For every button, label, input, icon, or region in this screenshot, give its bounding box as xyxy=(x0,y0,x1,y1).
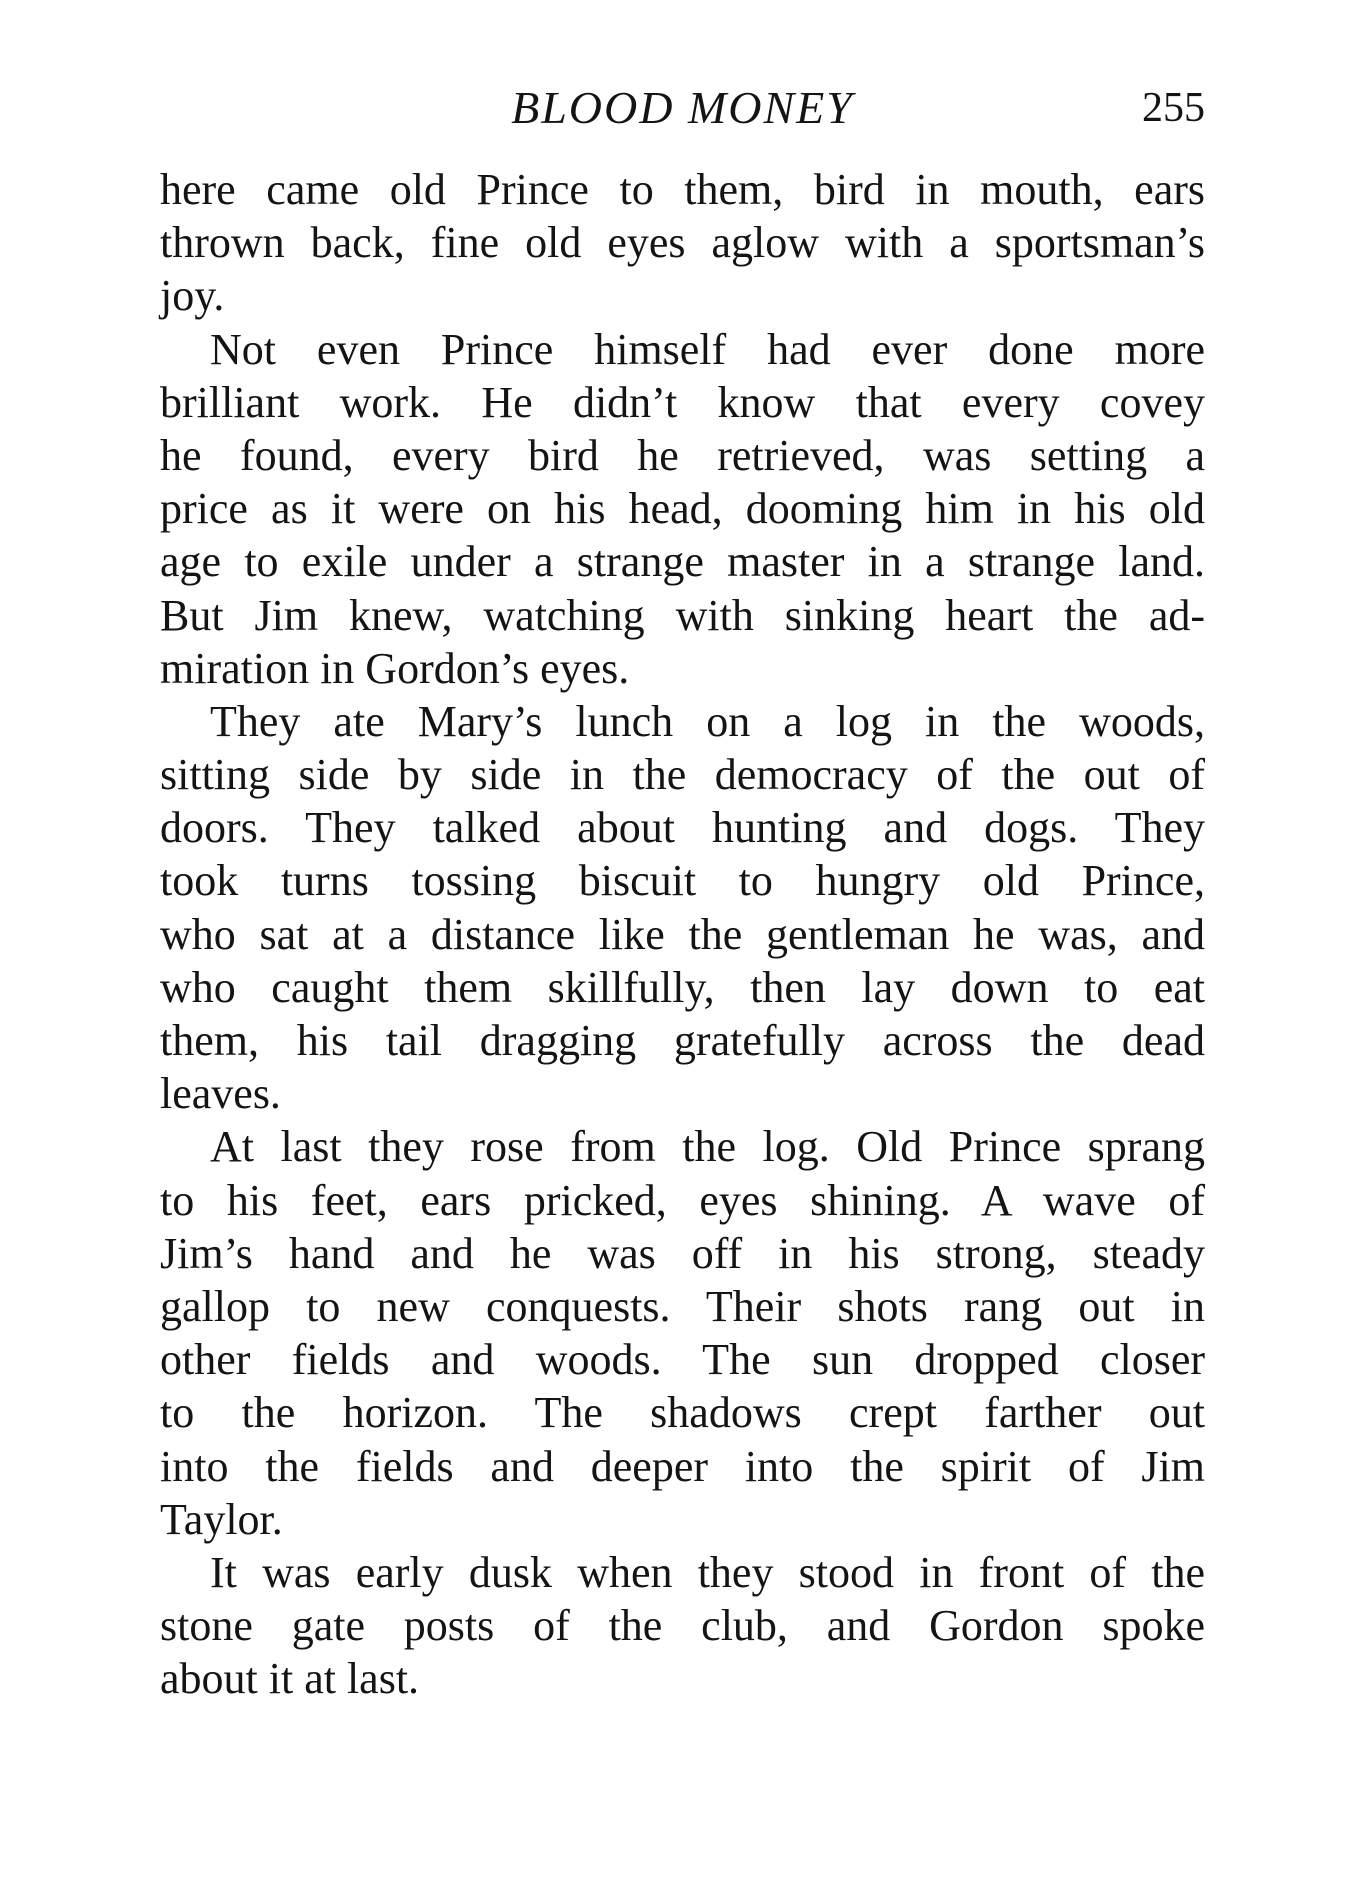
text-line: gallop to new conquests. Their shots rang out in xyxy=(160,1281,1205,1331)
text-line: doors. They talked about hunting and dogs. They xyxy=(160,803,1205,853)
text-line: Jim’s hand and he was off in his strong, steady xyxy=(160,1228,1205,1278)
text-line: joy. xyxy=(160,271,225,321)
running-head xyxy=(160,78,1205,138)
text-line: to his feet, ears pricked, eyes shining. A wave of xyxy=(160,1175,1205,1225)
text-line: price as it were on his head, dooming him in his old xyxy=(160,484,1205,534)
text-line: he found, every bird he retrieved, was setting a xyxy=(160,430,1205,480)
text-line: stone gate posts of the club, and Gordon spoke xyxy=(160,1601,1205,1651)
text-line: At last they rose from the log. Old Prince sprang xyxy=(210,1122,1205,1172)
text-line: age to exile under a strange master in a strange land. xyxy=(160,537,1205,587)
running-title: BLOOD MONEY xyxy=(511,82,854,133)
text-line: thrown back, fine old eyes aglow with a sportsman’s xyxy=(160,218,1205,268)
text-line: here came old Prince to them, bird in mouth, ears xyxy=(160,165,1205,214)
text-line: to the horizon. The shadows crept farther out xyxy=(160,1388,1205,1438)
text-line: other fields and woods. The sun dropped closer xyxy=(160,1335,1205,1385)
body-text xyxy=(160,163,1205,1705)
text-line: them, his tail dragging gratefully across the dead xyxy=(160,1016,1205,1065)
text-line: who sat at a distance like the gentleman he was, and xyxy=(160,909,1205,959)
paragraph-5 xyxy=(160,1546,1205,1706)
paragraph-2 xyxy=(160,323,1205,695)
text-line: They ate Mary’s lunch on a log in the woods, xyxy=(210,696,1205,746)
text-line: about it at last. xyxy=(160,1654,420,1704)
text-line: Not even Prince himself had ever done more xyxy=(210,324,1205,374)
text-line: miration in Gordon’s eyes. xyxy=(160,643,630,693)
paragraph-4 xyxy=(160,1120,1205,1546)
text-line: It was early dusk when they stood in front of the xyxy=(210,1547,1205,1597)
text-line: took turns tossing biscuit to hungry old Prince, xyxy=(160,856,1205,906)
text-line: leaves. xyxy=(160,1069,281,1119)
text-line: Taylor. xyxy=(160,1494,283,1544)
text-line: into the fields and deeper into the spirit of Jim xyxy=(160,1441,1205,1491)
text-line: But Jim knew, watching with sinking heart the ad- xyxy=(160,590,1205,640)
paragraph-3 xyxy=(160,695,1205,1121)
text-line: who caught them skillfully, then lay down to eat xyxy=(160,962,1205,1012)
page-number: 255 xyxy=(1142,85,1205,131)
paragraph-1 xyxy=(160,163,1205,323)
text-line: brilliant work. He didn’t know that every covey xyxy=(160,377,1205,427)
text-line: sitting side by side in the democracy of the out of xyxy=(160,750,1205,800)
